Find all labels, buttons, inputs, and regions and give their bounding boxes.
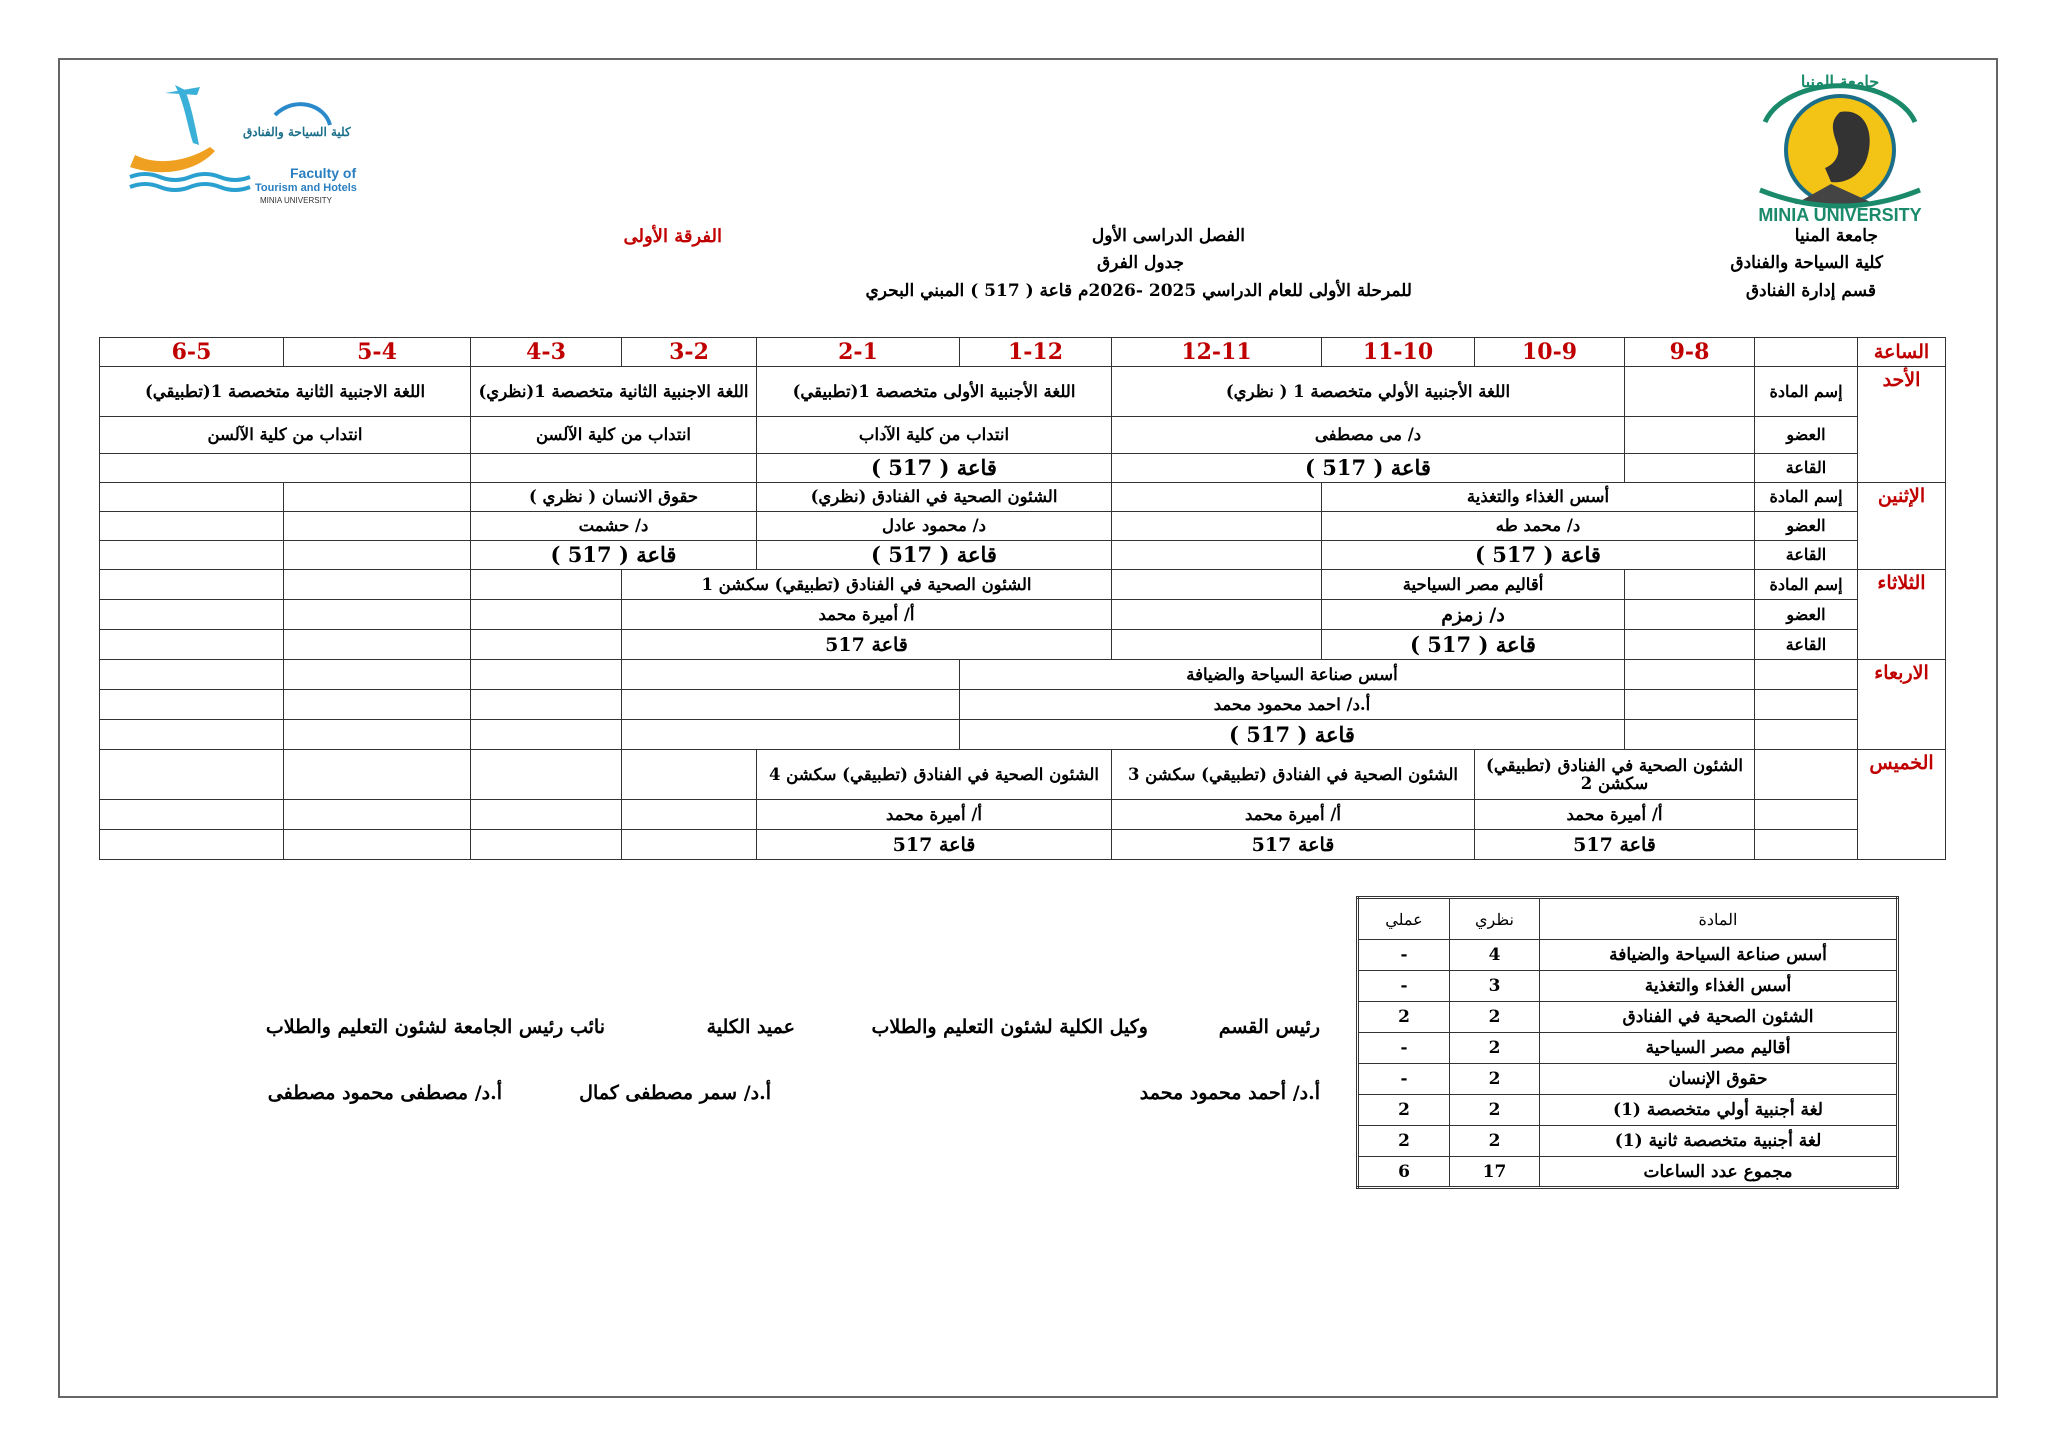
cell-empty (284, 830, 471, 860)
cell-subject: أسس صناعة السياحة والضيافة (960, 660, 1625, 690)
cell-empty (100, 541, 284, 570)
university-name: جامعة المنيا (1794, 226, 1878, 246)
time-slot: 2-1 (757, 338, 960, 367)
cell-member: د/ حشمت (471, 512, 757, 541)
hours-header-subject: المادة (1540, 898, 1898, 940)
cell-empty (1112, 541, 1322, 570)
sig-vp-name: أ.د/ مصطفى محمود مصطفى (267, 1082, 502, 1104)
cell-member: د/ زمزم (1322, 600, 1625, 630)
cell-empty (1112, 600, 1322, 630)
hours-subject: أسس صناعة السياحة والضيافة (1540, 940, 1898, 971)
cell-empty (1625, 660, 1755, 690)
cell-room: قاعة ( 517 ) (1112, 454, 1625, 483)
hours-practical: - (1358, 971, 1450, 1002)
cell-subject: الشئون الصحية في الفنادق (تطبيقي) سكشن 3 (1112, 750, 1475, 800)
cell-empty (284, 750, 471, 800)
hours-row (1358, 1002, 1898, 1033)
hours-subject: أسس الغذاء والتغذية (1540, 971, 1898, 1002)
cell-room: قاعة ( 517 ) (960, 720, 1625, 750)
time-slot: 11-10 (1322, 338, 1475, 367)
cell-empty (100, 512, 284, 541)
hours-table (1356, 896, 1899, 1189)
cell-subject: اللغة الأجنبية الأولي متخصصة 1 ( نظري) (1112, 367, 1625, 417)
faculty-logo (125, 85, 355, 210)
cell-empty (471, 600, 622, 630)
cell-empty (622, 750, 757, 800)
sig-vice-dean-title: وكيل الكلية لشئون التعليم والطلاب (871, 1016, 1148, 1038)
cell-room: قاعة ( 517 ) (471, 541, 757, 570)
cell-empty (284, 720, 471, 750)
cell-member: د/ محمد طه (1322, 512, 1755, 541)
cell-empty (100, 600, 284, 630)
cell-room: قاعة ( 517 ) (1322, 541, 1755, 570)
cell-empty (471, 830, 622, 860)
row-label-subject: إسم المادة (1755, 570, 1858, 600)
hours-theory: 17 (1450, 1157, 1540, 1188)
row-label-subject: إسم المادة (1755, 367, 1858, 417)
hours-theory: 4 (1450, 940, 1540, 971)
cell-empty (284, 690, 471, 720)
cell-subject: الشئون الصحية في الفنادق (تطبيقي) سكشن 2 (1475, 750, 1755, 800)
cell-member: أ/ أميرة محمد (757, 800, 1112, 830)
cell-empty (471, 630, 622, 660)
hours-practical: 2 (1358, 1095, 1450, 1126)
cell-empty (1625, 367, 1755, 417)
faculty-logo-en1: Faculty of (290, 165, 357, 181)
time-slot: 3-2 (622, 338, 757, 367)
cell-empty (1755, 660, 1858, 690)
cell-empty (284, 630, 471, 660)
cell-empty (284, 800, 471, 830)
hours-theory: 2 (1450, 1126, 1540, 1157)
cell-member: انتداب من كلية الآداب (757, 417, 1112, 454)
cell-empty (100, 483, 284, 512)
row-label-member: العضو (1755, 417, 1858, 454)
cell-empty (100, 830, 284, 860)
cell-empty (622, 830, 757, 860)
cell-subject: الشئون الصحية في الفنادق (تطبيقي) سكشن 1 (622, 570, 1112, 600)
cell-empty (100, 630, 284, 660)
cell-room: قاعة 517 (1112, 830, 1475, 860)
hours-subject: مجموع عدد الساعات (1540, 1157, 1898, 1188)
hours-theory: 2 (1450, 1033, 1540, 1064)
cell-empty (471, 800, 622, 830)
hours-row (1358, 1033, 1898, 1064)
cell-room: قاعة 517 (757, 830, 1112, 860)
hours-theory: 2 (1450, 1064, 1540, 1095)
cell-subject: اللغة الأجنبية الأولى متخصصة 1(تطبيقي) (757, 367, 1112, 417)
cell-empty (284, 541, 471, 570)
cell-empty (284, 512, 471, 541)
hours-subject: لغة أجنبية متخصصة ثانية (1) (1540, 1126, 1898, 1157)
cell-empty (1625, 690, 1755, 720)
cell-empty (1755, 690, 1858, 720)
hours-row (1358, 1064, 1898, 1095)
cell-member: أ/ أميرة محمد (1475, 800, 1755, 830)
cell-subject: اللغة الاجنبية الثانية متخصصة 1(تطبيقي) (100, 367, 471, 417)
row-label-subject: إسم المادة (1755, 483, 1858, 512)
cell-empty (1755, 750, 1858, 800)
cell-room: قاعة 517 (622, 630, 1112, 660)
cell-subject: الشئون الصحية في الفنادق (تطبيقي) سكشن 4 (757, 750, 1112, 800)
cell-empty (471, 720, 622, 750)
hours-theory: 3 (1450, 971, 1540, 1002)
time-slot: 10-9 (1475, 338, 1625, 367)
cell-subject: حقوق الانسان ( نظري ) (471, 483, 757, 512)
cell-subject: أقاليم مصر السياحية (1322, 570, 1625, 600)
schedule-table (99, 337, 1946, 860)
sig-dept-head-title: رئيس القسم (1218, 1016, 1320, 1038)
cell-member: د/ محمود عادل (757, 512, 1112, 541)
row-label-room: القاعة (1755, 630, 1858, 660)
faculty-logo-arabic: كلية السياحة والفنادق (243, 125, 351, 139)
hours-practical: 2 (1358, 1002, 1450, 1033)
sig-dept-head-name: أ.د/ أحمد محمود محمد (1139, 1082, 1320, 1104)
cell-empty (622, 720, 960, 750)
cell-empty (100, 720, 284, 750)
cell-empty (1755, 800, 1858, 830)
cell-empty (1755, 830, 1858, 860)
minia-logo-text: MINIA UNIVERSITY (1758, 205, 1922, 225)
cell-member: انتداب من كلية الآلسن (100, 417, 471, 454)
day-thursday: الخميس (1858, 750, 1946, 860)
row-label-room: القاعة (1755, 454, 1858, 483)
cell-room: قاعة ( 517 ) (1322, 630, 1625, 660)
cell-empty (622, 660, 960, 690)
sig-dean-name: أ.د/ سمر مصطفى كمال (579, 1082, 771, 1104)
faculty-logo-en2: Tourism and Hotels (255, 182, 357, 194)
cell-empty (1625, 417, 1755, 454)
minia-logo-arabic-text: جامعة المنيا (1800, 72, 1880, 91)
cell-empty (1625, 600, 1755, 630)
hours-practical: - (1358, 940, 1450, 971)
time-slot: 1-12 (960, 338, 1112, 367)
day-sunday: الأحد (1858, 367, 1946, 483)
cell-empty (1625, 570, 1755, 600)
semester-title: الفصل الدراسى الأول (1091, 226, 1245, 246)
cell-empty (100, 660, 284, 690)
cell-empty (622, 800, 757, 830)
cell-empty (1755, 720, 1858, 750)
day-monday: الإثنين (1858, 483, 1946, 570)
minia-university-logo (1725, 72, 1955, 225)
group-title: الفرقة الأولى (623, 226, 722, 247)
hours-theory: 2 (1450, 1002, 1540, 1033)
hours-row (1358, 971, 1898, 1002)
cell-empty (100, 454, 471, 483)
cell-empty (1112, 483, 1322, 512)
cell-empty (471, 660, 622, 690)
cell-empty (284, 483, 471, 512)
cell-empty (471, 570, 622, 600)
cell-member: أ.د/ احمد محمود محمد (960, 690, 1625, 720)
hours-total-row (1358, 1157, 1898, 1188)
day-tuesday: الثلاثاء (1858, 570, 1946, 660)
table-title: جدول الفرق (1097, 253, 1184, 273)
department-name: قسم إدارة الفنادق (1745, 281, 1876, 301)
cell-empty (100, 570, 284, 600)
time-slot: 6-5 (100, 338, 284, 367)
cell-room: قاعة ( 517 ) (757, 541, 1112, 570)
hours-practical: 6 (1358, 1157, 1450, 1188)
row-label-room: القاعة (1755, 541, 1858, 570)
cell-empty (284, 570, 471, 600)
time-slot: 9-8 (1625, 338, 1755, 367)
row-label-member: العضو (1755, 512, 1858, 541)
cell-empty (100, 690, 284, 720)
hours-practical: - (1358, 1033, 1450, 1064)
time-slot: 12-11 (1112, 338, 1322, 367)
hours-subject: الشئون الصحية في الفنادق (1540, 1002, 1898, 1033)
cell-empty (284, 600, 471, 630)
hours-row (1358, 940, 1898, 971)
hours-subject: حقوق الإنسان (1540, 1064, 1898, 1095)
sig-vp-title: نائب رئيس الجامعة لشئون التعليم والطلاب (265, 1016, 605, 1038)
cell-empty (471, 454, 757, 483)
cell-empty (471, 750, 622, 800)
hours-subject: أقاليم مصر السياحية (1540, 1033, 1898, 1064)
cell-empty (1112, 630, 1322, 660)
time-slot: 4-3 (471, 338, 622, 367)
hours-header-practical: عملي (1358, 898, 1450, 940)
hours-theory: 2 (1450, 1095, 1540, 1126)
cell-subject: الشئون الصحية في الفنادق (نظري) (757, 483, 1112, 512)
cell-member: أ/ أميرة محمد (1112, 800, 1475, 830)
cell-room: قاعة 517 (1475, 830, 1755, 860)
cell-empty (284, 660, 471, 690)
cell-member: أ/ أميرة محمد (622, 600, 1112, 630)
sig-dean-title: عميد الكلية (706, 1016, 795, 1038)
hours-subject: لغة أجنبية أولي متخصصة (1) (1540, 1095, 1898, 1126)
cell-subject: أسس الغذاء والتغذية (1322, 483, 1755, 512)
cell-member: د/ مى مصطفى (1112, 417, 1625, 454)
cell-empty (1112, 570, 1322, 600)
hours-practical: 2 (1358, 1126, 1450, 1157)
time-slot: 5-4 (284, 338, 471, 367)
cell-empty (100, 750, 284, 800)
cell-empty (1625, 454, 1755, 483)
hour-header: الساعة (1858, 338, 1946, 367)
hour-blank (1755, 338, 1858, 367)
hours-header-theory: نظري (1450, 898, 1540, 940)
cell-empty (100, 800, 284, 830)
row-label-member: العضو (1755, 600, 1858, 630)
cell-room: قاعة ( 517 ) (757, 454, 1112, 483)
cell-member: انتداب من كلية الآلسن (471, 417, 757, 454)
faculty-name: كلية السياحة والفنادق (1730, 253, 1883, 273)
cell-empty (1625, 720, 1755, 750)
phase-line: للمرحلة الأولى للعام الدراسي 2025 -2026م قاعة ( 517 ) المبني البحري (865, 281, 1412, 301)
cell-empty (622, 690, 960, 720)
hours-row (1358, 1095, 1898, 1126)
cell-empty (1625, 630, 1755, 660)
cell-empty (1112, 512, 1322, 541)
hours-practical: - (1358, 1064, 1450, 1095)
day-wednesday: الاربعاء (1858, 660, 1946, 750)
cell-subject: اللغة الاجنبية الثانية متخصصة 1(نظري) (471, 367, 757, 417)
hours-row (1358, 1126, 1898, 1157)
cell-empty (471, 690, 622, 720)
faculty-logo-en3: MINIA UNIVERSITY (260, 196, 333, 205)
